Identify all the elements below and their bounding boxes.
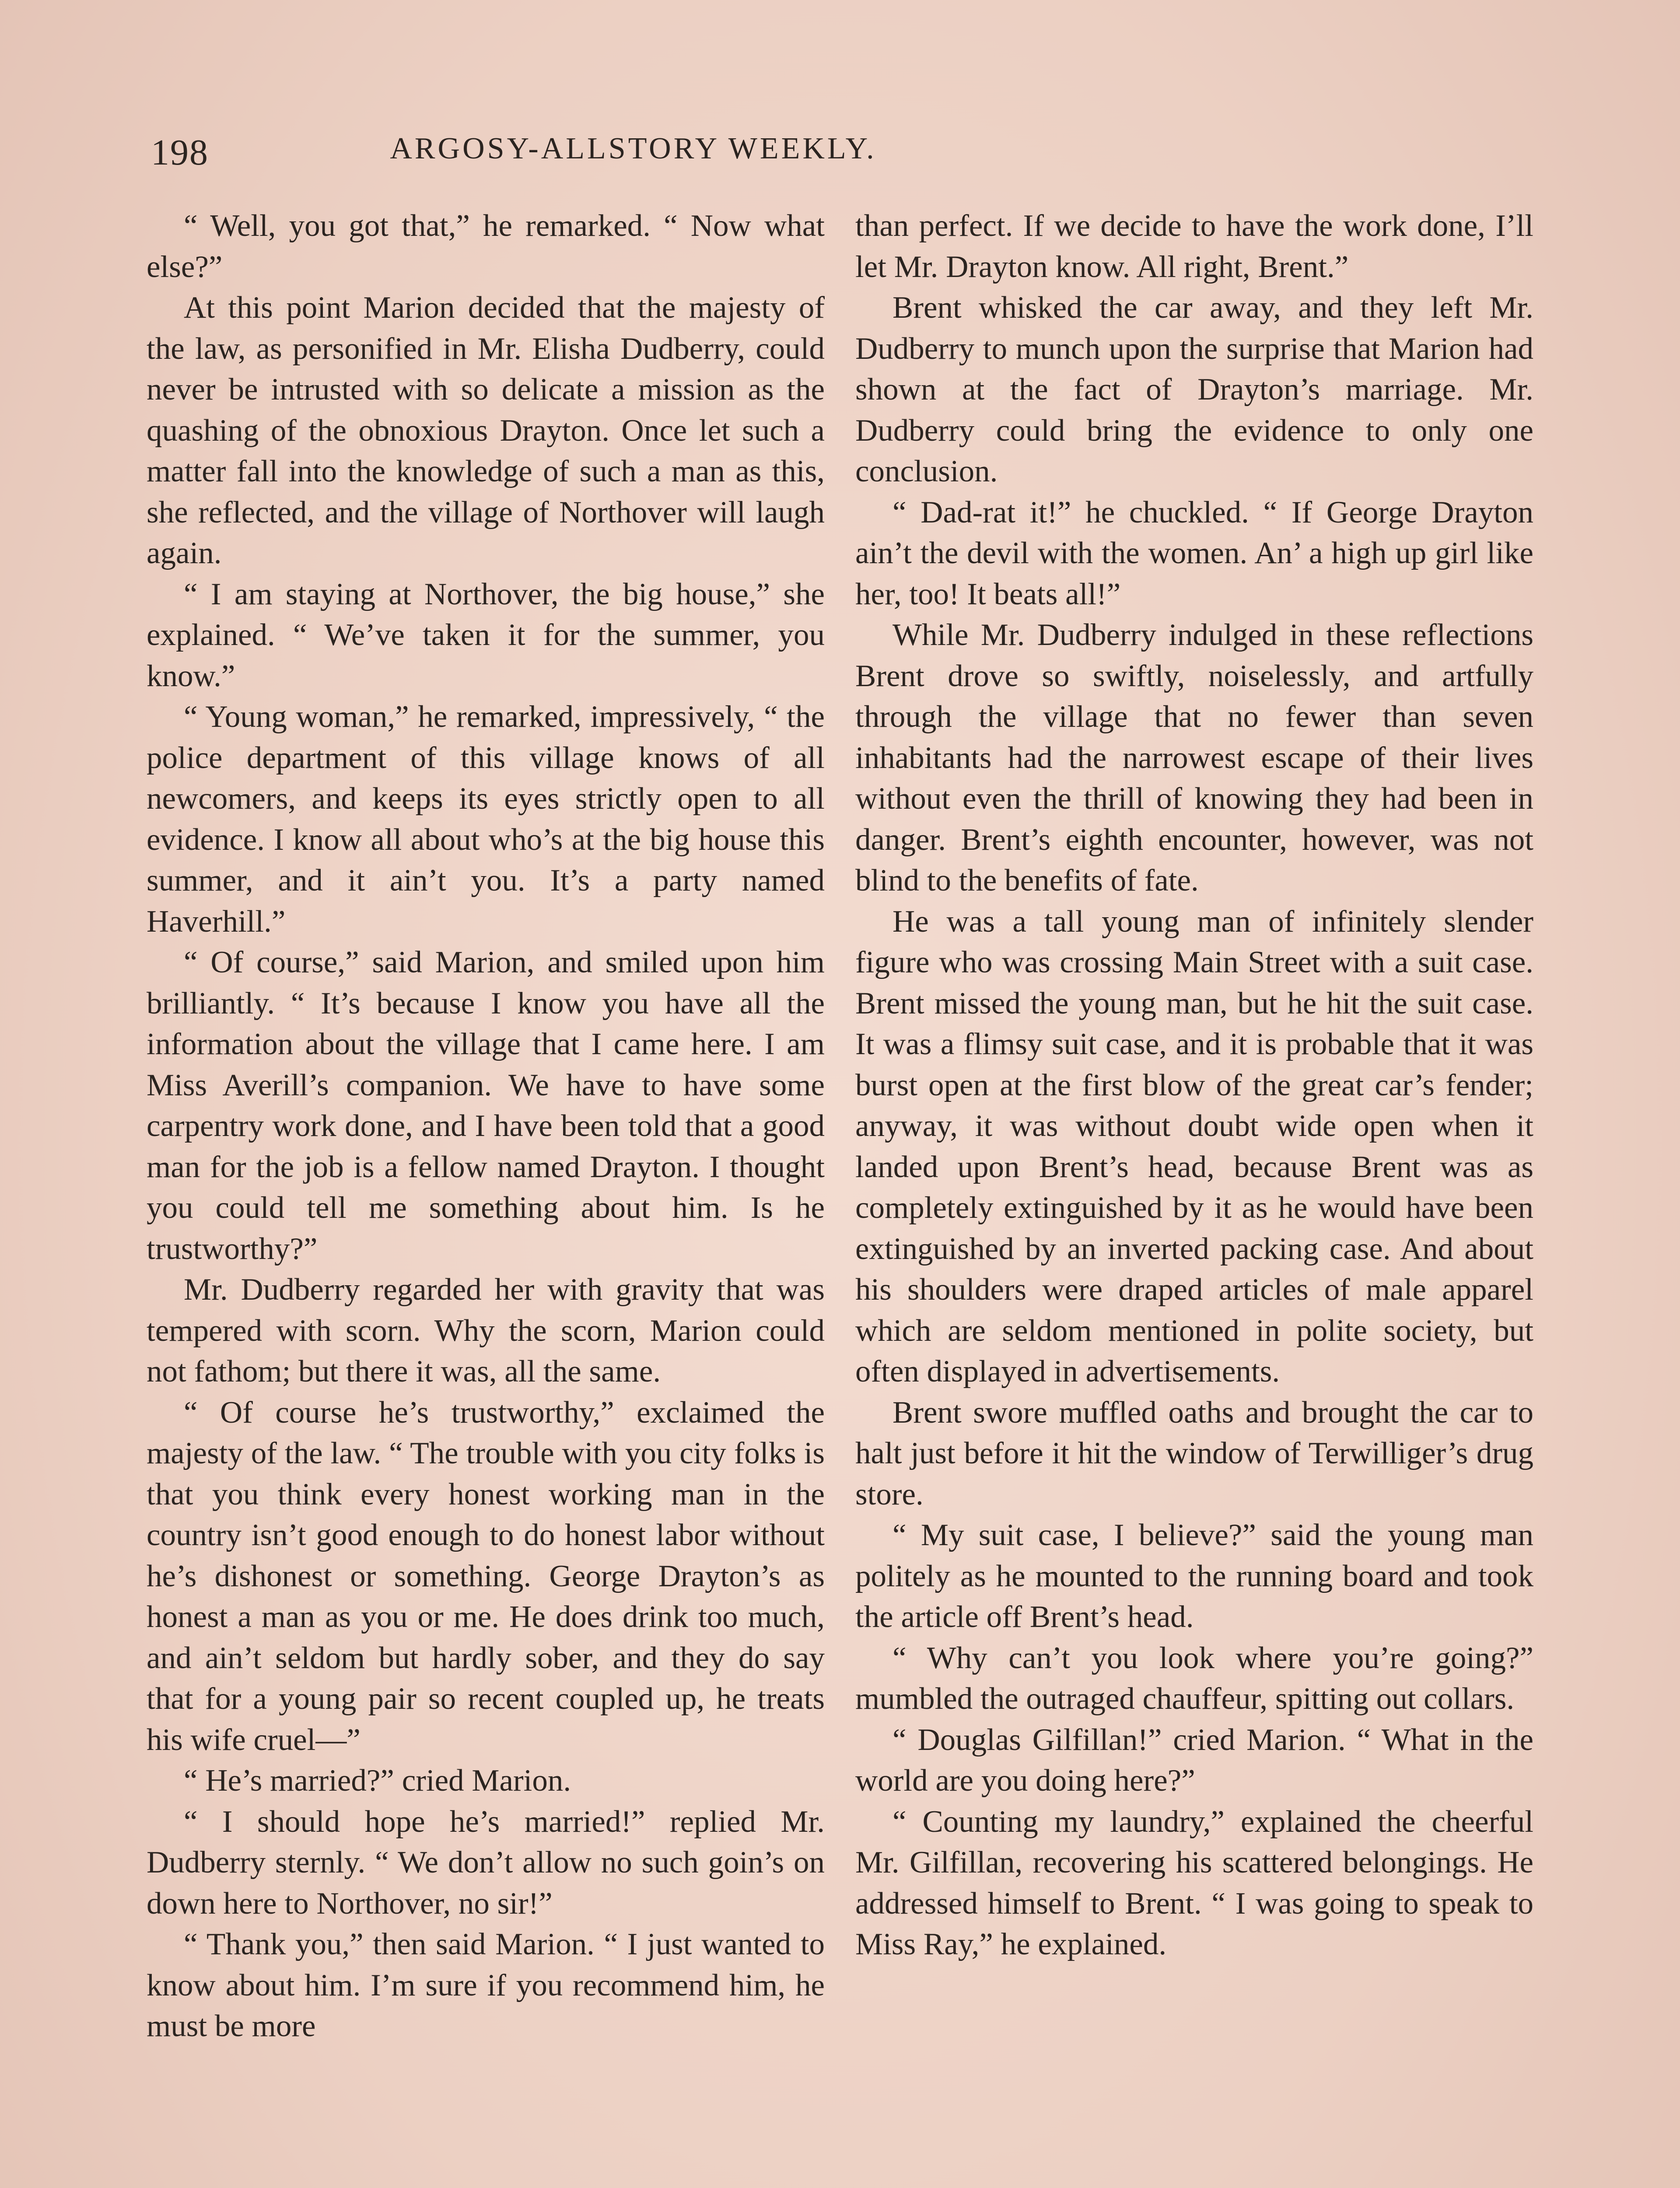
paragraph: “ Why can’t you look where you’re going?” mumbled the outraged chauffeur, spitting out collars. (855, 1641, 1533, 1716)
paragraph: “ Of course he’s trustworthy,” exclaimed the majesty of the law. “ The trouble with you city folks is that you think every honest working man in the country isn’t good enough to do honest labor without he’s dishonest or something. George Drayton’s as honest a man as you or me. He does drink too much, and ain’t seldom but hardly sober, and they do say that for a young pair so recent coupled up, he treats his wife cruel—” (147, 1395, 825, 1757)
page-header (151, 131, 1116, 179)
paragraph: “ Of course,” said Marion, and smiled upon him brilliantly. “ It’s because I know you have all the information about the village that I came here. I am Miss Averill’s companion. We have to have some carpentry work done, and I have been told that a good man for the job is a fellow named Drayton. I thought you could tell me something about him. Is he trustworthy?” (147, 945, 825, 1266)
paragraph: Mr. Dudberry regarded her with gravity that was tempered with scorn. Why the scorn, Marion could not fathom; but there it was, all the same. (147, 1273, 825, 1389)
paragraph: “ Well, you got that,” he remarked. “ Now what else?” (147, 209, 825, 284)
paragraph: “ My suit case, I believe?” said the young man politely as he mounted to the running board and took the article off Brent’s head. (855, 1518, 1533, 1634)
page-number: 198 (151, 132, 209, 173)
paragraph: “ Thank you,” then said Marion. “ I just wanted to know about him. I’m sure if you recommend him, he must be more (147, 1927, 825, 2043)
paragraph: “ Young woman,” he remarked, impressively, “ the police department of this village knows of all newcomers, and keeps its eyes strictly open to all evidence. I know all about who’s at the big house this summer, and it ain’t you. It’s a party named Haverhill.” (147, 700, 825, 939)
right-column (855, 206, 1533, 1965)
paragraph: Brent swore muffled oaths and brought the car to halt just before it hit the window of Terwilliger’s drug store. (855, 1395, 1533, 1511)
paragraph: “ I should hope he’s married!” replied Mr. Dudberry sternly. “ We don’t allow no such goin’s on down here to Northover, no sir!” (147, 1804, 825, 1921)
paragraph-continuation: than perfect. If we decide to have the work done, I’ll let Mr. Drayton know. All right, Brent.” (855, 209, 1533, 284)
paragraph: “ Dad-rat it!” he chuckled. “ If George Drayton ain’t the devil with the women. An’ a high up girl like her, too! It beats all!” (855, 495, 1533, 611)
paragraph: “ I am staying at Northover, the big house,” she explained. “ We’ve taken it for the summer, you know.” (147, 577, 825, 693)
paragraph: “ Douglas Gilfillan!” cried Marion. “ What in the world are you doing here?” (855, 1722, 1533, 1798)
paragraph: While Mr. Dudberry indulged in these reflections Brent drove so swiftly, noiselessly, and artfully through the village that no fewer than seven inhabitants had the narrowest escape of their lives without even the thrill of knowing they had been in danger. Brent’s eighth encounter, however, was not blind to the benefits of fate. (855, 618, 1533, 898)
left-column (147, 206, 825, 2047)
paragraph: He was a tall young man of infinitely slender figure who was crossing Main Street with a suit case. Brent missed the young man, but he hit the suit case. It was a flimsy suit case, and it is probable that it was burst open at the first blow of the great car’s fender; anyway, it was without doubt wide open when it landed upon Brent’s head, because Brent was as completely extinguished by it as he would have been extinguished by an inverted packing case. And about his shoulders were draped articles of male apparel which are seldom mentioned in polite society, but often displayed in advertisements. (855, 904, 1533, 1389)
running-head: ARGOSY-ALLSTORY WEEKLY. (390, 132, 877, 165)
paragraph: Brent whisked the car away, and they left Mr. Dudberry to munch upon the surprise that Marion had shown at the fact of Drayton’s marriage. Mr. Dudberry could bring the evidence to only one conclusion. (855, 291, 1533, 488)
paragraph: “ Counting my laundry,” explained the cheerful Mr. Gilfillan, recovering his scattered belongings. He addressed himself to Brent. “ I was going to speak to Miss Ray,” he explained. (855, 1804, 1533, 1961)
paragraph: “ He’s married?” cried Marion. (184, 1764, 571, 1798)
paragraph: At this point Marion decided that the majesty of the law, as personified in Mr. Elisha Dudberry, could never be intrusted with so delicate a mission as the quashing of the obnoxious Drayton. Once let such a matter fall into the knowledge of such a man as this, she reflected, and the village of Northover will laugh again. (147, 291, 825, 570)
